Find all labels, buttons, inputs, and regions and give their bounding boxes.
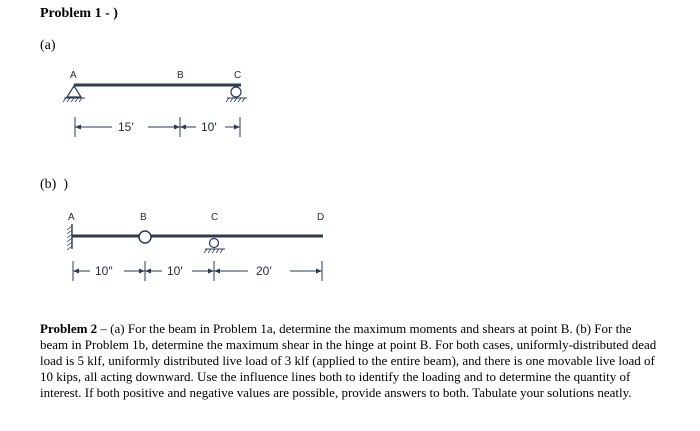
beam-b-point-B: B [140, 212, 147, 223]
dim-b-10-ab: 10″ [95, 264, 113, 278]
beam-b-point-C: C [211, 212, 219, 223]
part-a-label: (a) [40, 38, 56, 53]
problem2-heading: Problem 2 [40, 321, 98, 336]
beam-a-point-B: B [177, 70, 184, 81]
problem2-paragraph [40, 321, 660, 401]
roller-support-icon [226, 87, 247, 102]
beam-a-point-A: A [70, 70, 77, 81]
dim-a-10: 10′ [201, 120, 217, 134]
problem2-text: – (a) For the beam in Problem 1a, determine the maximum moments and shears at point B. (b) For the beam in Problem 1b, determine the maximum shear in the hinge at point B. For both cases, uniformly-distributed dead load is 5 klf, uniformly distributed live load of 3 klf (applied to the entire beam), and there is one movable live load of 10 kips, all acting downward. Use the influence lines both to identify the loading and to determine the quantity of interest. If both positive and negative values are possible, provide answers to both. Tabulate your solutions neatly. [40, 321, 657, 400]
beam-b [67, 212, 324, 281]
part-b-label-text: (b) [40, 177, 57, 192]
dim-a-15: 15′ [118, 120, 134, 134]
beam-a-point-C: C [234, 70, 242, 81]
hinge-icon [139, 231, 151, 243]
problem1-title: Problem 1 - ) [40, 6, 118, 21]
part-b-mark: ) [63, 177, 68, 192]
fixed-support-icon [67, 224, 72, 250]
dim-b-20-cd: 20′ [256, 264, 272, 278]
beam-a [63, 70, 247, 137]
beam-b-point-D: D [317, 212, 325, 223]
beam-b-point-A: A [68, 212, 75, 223]
roller-support-icon [204, 239, 225, 254]
pin-support-icon [63, 86, 85, 102]
dim-b-10-bc: 10′ [167, 264, 183, 278]
